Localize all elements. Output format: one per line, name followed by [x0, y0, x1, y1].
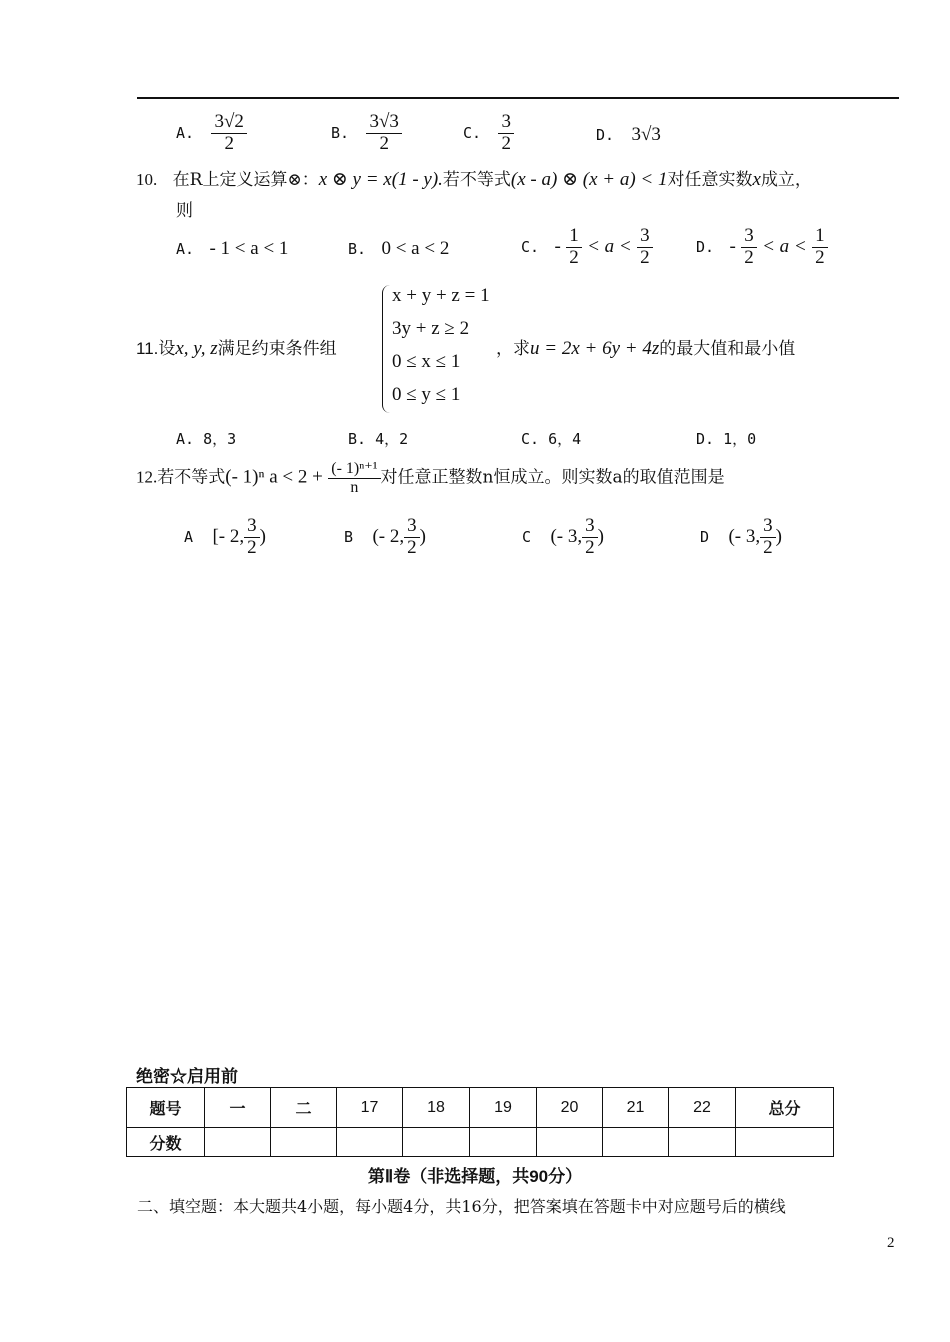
score-cell: [470, 1128, 537, 1157]
score-table: [126, 1087, 834, 1157]
q11-option-d: D. 1，0: [696, 430, 757, 448]
q12-option-b: B (- 2, $\frac{3}{2}$ ): [344, 515, 426, 558]
q10-option-b: B. 0 < a < 2: [348, 238, 450, 259]
score-cell: [603, 1128, 669, 1157]
q10-stem: 10. 在R上定义运算⊗：x ⊗ y = x(1 - y).若不等式(x - a) ⊗ (x + a) < 1对任意实数x成立，: [136, 169, 812, 190]
q10-option-d-fraction-2: $\frac{1}{2}$: [812, 226, 828, 269]
q12-option-d: D (- 3, $\frac{3}{2}$ ): [700, 515, 782, 558]
header-cell: 21: [603, 1088, 669, 1128]
score-table-header-row: [127, 1088, 834, 1128]
q9-option-a: A. $\frac{3√2}{2}$: [176, 112, 247, 155]
score-cell: [271, 1128, 337, 1157]
constraint-row: 0 ≤ y ≤ 1: [392, 384, 461, 405]
header-cell: 二: [271, 1088, 337, 1128]
q12-fraction: $\frac{\text{(- 1)ⁿ⁺¹}}{n}$: [328, 460, 380, 496]
score-cell: [736, 1128, 834, 1157]
q11-constraint-system: [382, 285, 502, 415]
left-brace-icon: [382, 285, 391, 413]
header-cell: 20: [537, 1088, 603, 1128]
section2-instructions: 二、填空题：本大题共4小题，每小题4分，共16分，把答案填在答题卡中对应题号后的横线: [137, 1197, 786, 1216]
q10-option-a: A. - 1 < a < 1: [176, 238, 289, 259]
q9-option-b-fraction: $\frac{3√3}{2}$: [366, 112, 401, 155]
q12-option-c: C (- 3, $\frac{3}{2}$ ): [522, 515, 604, 558]
score-cell: [403, 1128, 470, 1157]
q12-option-d-fraction: $\frac{3}{2}$: [760, 516, 776, 559]
constraint-row: x + y + z = 1: [392, 285, 490, 306]
q10-option-c-fraction-2: $\frac{3}{2}$: [637, 226, 653, 269]
constraint-row: 0 ≤ x ≤ 1: [392, 351, 461, 372]
header-cell: 题号: [127, 1088, 205, 1128]
header-cell: 22: [669, 1088, 736, 1128]
q9-option-d: D. 3√3: [596, 124, 661, 145]
q9-option-c: C. $\frac{3}{2}$: [463, 112, 514, 155]
score-table-score-row: [127, 1128, 834, 1157]
score-cell: [337, 1128, 403, 1157]
header-cell: 一: [205, 1088, 271, 1128]
row-label-cell: 分数: [127, 1128, 205, 1157]
score-cell: [669, 1128, 736, 1157]
q11-stem-tail: ，求u = 2x + 6y + 4z的最大值和最小值: [496, 338, 796, 359]
q11-stem: 11.设x, y, z满足约束条件组: [136, 338, 337, 359]
q9-option-a-fraction: $\frac{3√2}{2}$: [211, 112, 246, 155]
page-number: 2: [887, 1235, 895, 1251]
score-cell: [205, 1128, 271, 1157]
q11-option-c: C. 6，4: [521, 430, 582, 448]
q12-stem: 12.若不等式(- 1)ⁿ a < 2 + $\frac{\text{(- 1)ⁿ⁺¹}}{n}$ 对任意正整数n恒成立。则实数a的取值范围是: [136, 460, 725, 496]
q10-option-c: C. - $\frac{1}{2}$ < a < $\frac{3}{2}$: [521, 226, 653, 269]
score-cell: [537, 1128, 603, 1157]
q10-stem-continued: 则: [176, 201, 193, 221]
header-cell: 总分: [736, 1088, 834, 1128]
header-rule: [137, 97, 899, 99]
q10-option-d-fraction-1: $\frac{3}{2}$: [741, 226, 757, 269]
part2-title: 第Ⅱ卷（非选择题，共90分）: [367, 1167, 583, 1186]
header-cell: 19: [470, 1088, 537, 1128]
q12-option-a-fraction: $\frac{3}{2}$: [244, 516, 260, 559]
q12-option-b-fraction: $\frac{3}{2}$: [404, 516, 420, 559]
header-cell: 18: [403, 1088, 470, 1128]
q10-option-c-fraction-1: $\frac{1}{2}$: [566, 226, 582, 269]
constraint-row: 3y + z ≥ 2: [392, 318, 470, 339]
q11-option-b: B. 4，2: [348, 430, 409, 448]
header-cell: 17: [337, 1088, 403, 1128]
q9-option-c-fraction: $\frac{3}{2}$: [498, 112, 514, 155]
q9-option-b: B. $\frac{3√3}{2}$: [331, 112, 402, 155]
q12-option-a: A [- 2, $\frac{3}{2}$ ): [184, 515, 266, 558]
q11-option-a: A. 8，3: [176, 430, 237, 448]
q12-option-c-fraction: $\frac{3}{2}$: [582, 516, 598, 559]
q10-option-d: D. - $\frac{3}{2}$ < a < $\frac{1}{2}$: [696, 226, 828, 269]
confidential-label: 绝密☆启用前: [136, 1067, 238, 1086]
